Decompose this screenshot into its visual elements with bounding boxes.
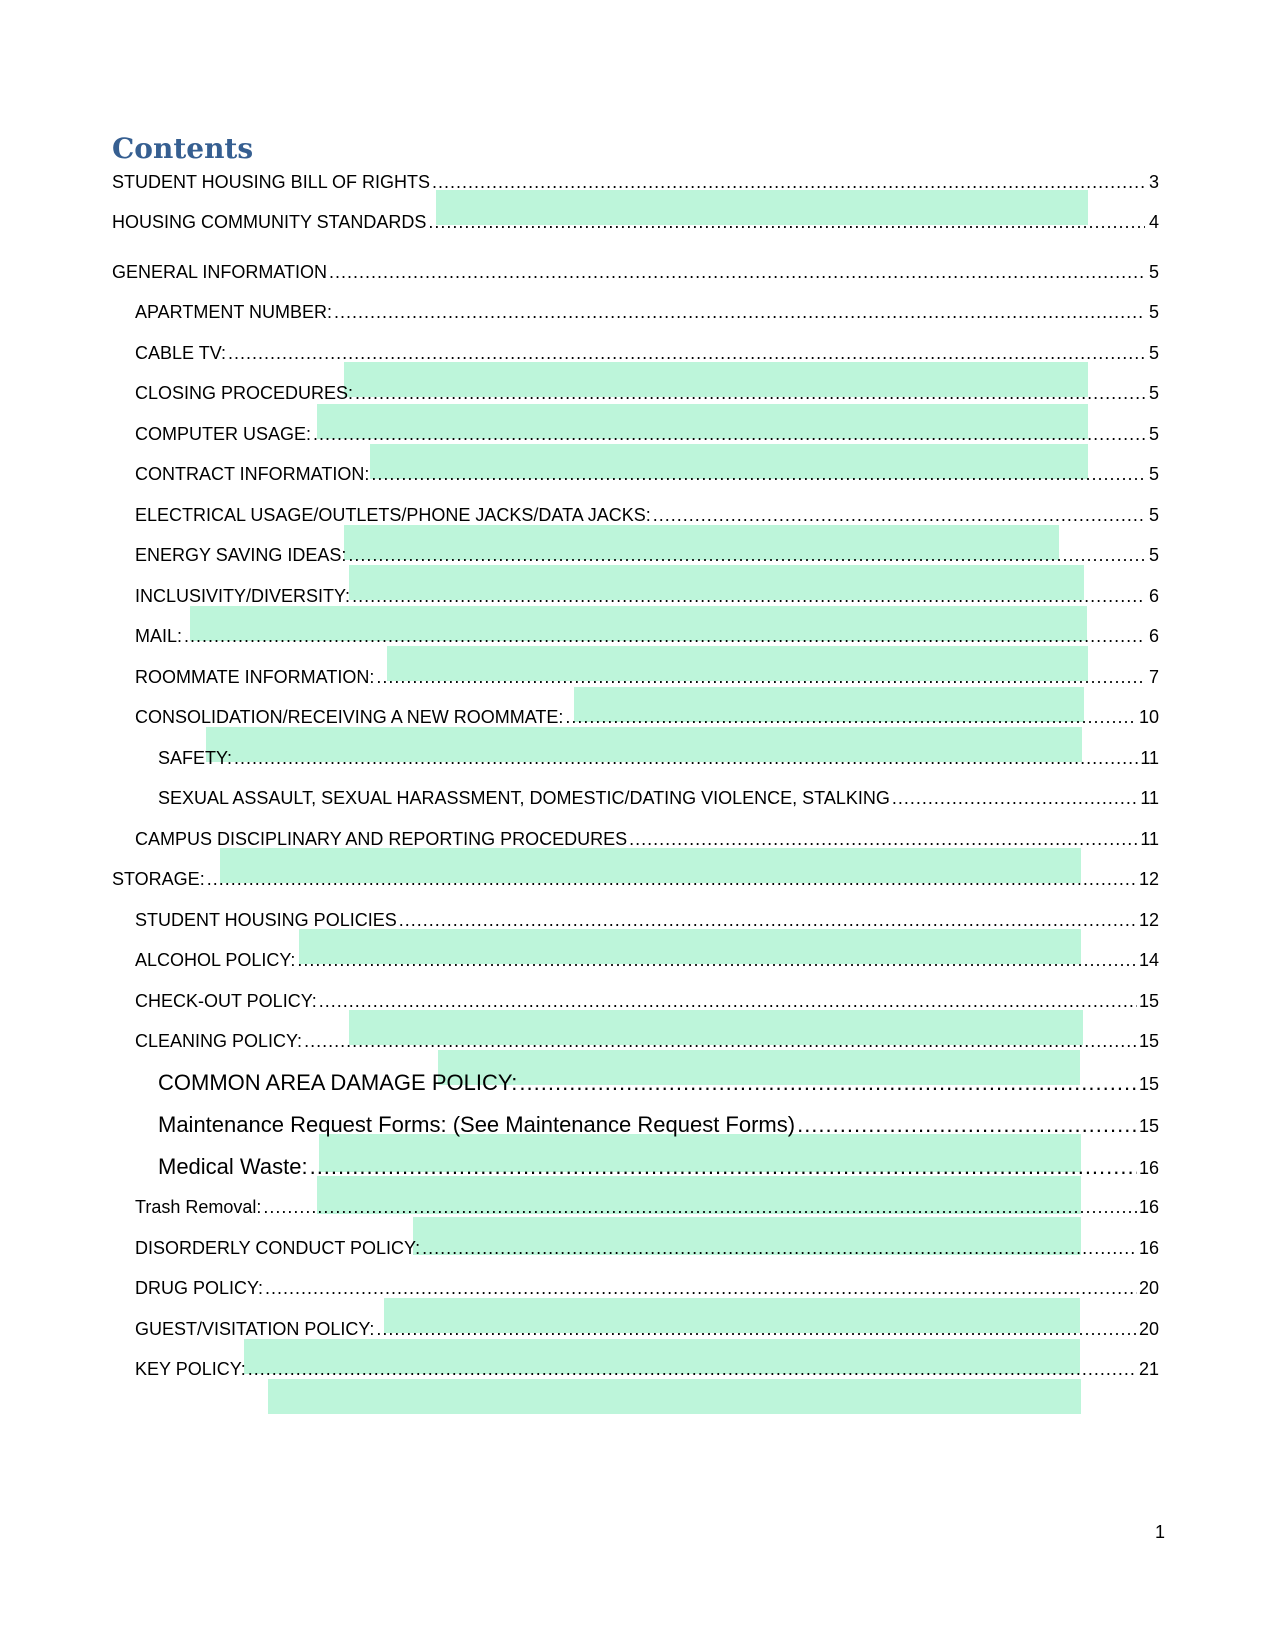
toc-entry-page: 16	[1138, 1238, 1159, 1258]
toc-entry-page: 20	[1138, 1319, 1159, 1339]
dot-leader	[797, 1112, 1137, 1138]
toc-entry-label: COMPUTER USAGE:	[135, 424, 312, 444]
toc-entry-page: 15	[1138, 991, 1159, 1011]
dot-leader	[653, 505, 1145, 526]
toc-entry-label: ALCOHOL POLICY:	[135, 950, 296, 970]
toc-entry[interactable]	[112, 464, 1159, 485]
toc-entry-page: 15	[1138, 1116, 1159, 1136]
dot-leader	[432, 172, 1145, 193]
dot-leader	[207, 869, 1137, 890]
toc-entry-label: GENERAL INFORMATION	[112, 262, 328, 282]
dot-leader	[329, 262, 1145, 283]
toc-entry-label: Trash Removal:	[135, 1197, 262, 1217]
toc-entry-page: 11	[1140, 748, 1159, 768]
toc-entry-label: CHECK-OUT POLICY:	[135, 991, 317, 1011]
toc-entry-page: 11	[1140, 788, 1159, 808]
dot-leader	[297, 950, 1137, 971]
toc-entry-label: CLOSING PROCEDURES:	[135, 383, 354, 403]
toc-entry-label: ROOMMATE INFORMATION:	[135, 667, 375, 687]
dot-leader	[265, 1278, 1137, 1299]
dot-leader	[399, 910, 1137, 931]
toc-entry-page: 3	[1148, 172, 1159, 192]
toc-entry[interactable]	[112, 829, 1159, 850]
toc-entry-page: 7	[1148, 667, 1159, 687]
dot-leader	[892, 788, 1138, 809]
toc-entry-page: 20	[1138, 1278, 1159, 1298]
toc-entry-label: SEXUAL ASSAULT, SEXUAL HARASSMENT, DOMESTIC/DATING VIOLENCE, STALKING	[158, 788, 890, 808]
toc-entry-label: INCLUSIVITY/DIVERSITY:	[135, 586, 351, 606]
toc-entry[interactable]	[112, 1112, 1159, 1138]
toc-entry[interactable]	[112, 343, 1159, 364]
toc-entry-page: 12	[1138, 869, 1159, 889]
dot-leader	[234, 748, 1138, 769]
dot-leader	[422, 1238, 1137, 1259]
toc-entry-page: 21	[1138, 1359, 1159, 1379]
toc-entry-label: GUEST/VISITATION POLICY:	[135, 1319, 375, 1339]
toc-entry-page: 10	[1138, 707, 1159, 727]
toc-entry-label: SAFETY:	[158, 748, 233, 768]
toc-entry-label: Medical Waste:	[158, 1154, 308, 1179]
toc-entry-label: CONTRACT INFORMATION:	[135, 464, 370, 484]
toc-entry-label: DISORDERLY CONDUCT POLICY:	[135, 1238, 421, 1258]
toc-entry-label: CLEANING POLICY:	[135, 1031, 303, 1051]
toc-entry-label: APARTMENT NUMBER:	[135, 302, 333, 322]
dot-leader	[376, 667, 1145, 688]
toc-entry-label: HOUSING COMMUNITY STANDARDS	[112, 212, 427, 232]
toc-entry[interactable]	[112, 1031, 1159, 1052]
toc-entry[interactable]	[112, 1197, 1159, 1218]
page-number: 1	[1154, 1522, 1165, 1542]
toc-entry-label: STUDENT HOUSING POLICIES	[135, 910, 397, 930]
toc-entry-page: 11	[1140, 829, 1159, 849]
toc-entry[interactable]	[112, 424, 1159, 445]
dot-leader	[371, 464, 1145, 485]
toc-entry-label: CABLE TV:	[135, 343, 227, 363]
toc-entry-page: 5	[1148, 505, 1159, 525]
toc-entry[interactable]	[112, 262, 1159, 283]
toc-entry-label: ENERGY SAVING IDEAS:	[135, 545, 347, 565]
toc-entry-page: 15	[1138, 1031, 1159, 1051]
highlight-box	[268, 1379, 1081, 1414]
page-title: Contents	[112, 132, 254, 165]
toc-entry-label: CAMPUS DISCIPLINARY AND REPORTING PROCEDURES	[135, 829, 628, 849]
dot-leader	[319, 991, 1137, 1012]
toc-entry-page: 5	[1148, 302, 1159, 322]
toc-entry[interactable]	[112, 1278, 1159, 1299]
dot-leader	[565, 707, 1137, 728]
toc-entry-page: 5	[1148, 545, 1159, 565]
toc-entry-label: STORAGE:	[112, 869, 205, 889]
toc-entry-label: Maintenance Request Forms: (See Maintenance Request Forms)	[158, 1112, 796, 1137]
toc-entry-page: 5	[1148, 424, 1159, 444]
dot-leader	[304, 1031, 1137, 1052]
toc-entry[interactable]	[112, 950, 1159, 971]
toc-entry-page: 15	[1138, 1074, 1159, 1094]
dot-leader	[352, 586, 1145, 607]
dot-leader	[313, 424, 1145, 445]
toc-entry-page: 6	[1148, 586, 1159, 606]
dot-leader	[334, 302, 1145, 323]
dot-leader	[248, 1359, 1137, 1380]
toc-entry-label: MAIL:	[135, 626, 183, 646]
toc-entry[interactable]	[112, 383, 1159, 404]
toc-entry[interactable]	[112, 1070, 1159, 1096]
toc-entry[interactable]	[112, 212, 1159, 233]
toc-entry-label: DRUG POLICY:	[135, 1278, 264, 1298]
toc-entry-label: COMMON AREA DAMAGE POLICY:	[158, 1070, 518, 1095]
toc-entry[interactable]	[112, 545, 1159, 566]
toc-entry[interactable]	[112, 1319, 1159, 1340]
dot-leader	[519, 1070, 1137, 1096]
toc-entry[interactable]	[112, 869, 1159, 890]
dot-leader	[228, 343, 1145, 364]
toc-entry-page: 4	[1148, 212, 1159, 232]
toc-entry[interactable]	[112, 626, 1159, 647]
toc-entry-page: 5	[1148, 262, 1159, 282]
toc-entry[interactable]	[112, 1154, 1159, 1180]
toc-entry-page: 5	[1148, 383, 1159, 403]
toc-entry-page: 14	[1138, 950, 1159, 970]
dot-leader	[629, 829, 1138, 850]
toc-entry[interactable]	[112, 172, 1159, 193]
toc-entry-page: 16	[1138, 1158, 1159, 1178]
toc-entry[interactable]	[112, 788, 1159, 809]
toc-entry[interactable]	[112, 586, 1159, 607]
toc-entry-page: 6	[1148, 626, 1159, 646]
toc-entry[interactable]	[112, 667, 1159, 688]
toc-entry-label: KEY POLICY:	[135, 1359, 246, 1379]
toc-entry[interactable]	[112, 1238, 1159, 1259]
dot-leader	[355, 383, 1145, 404]
toc-entry[interactable]	[112, 748, 1159, 769]
dot-leader	[263, 1197, 1137, 1218]
toc-entry[interactable]	[112, 991, 1159, 1012]
toc-entry-label: CONSOLIDATION/RECEIVING A NEW ROOMMATE:	[135, 707, 564, 727]
toc-entry-page: 5	[1148, 464, 1159, 484]
toc-entry[interactable]	[112, 707, 1159, 728]
dot-leader	[428, 212, 1145, 233]
toc-entry-page: 5	[1148, 343, 1159, 363]
toc-entry[interactable]	[112, 910, 1159, 931]
toc-entry[interactable]	[112, 302, 1159, 323]
dot-leader	[310, 1154, 1137, 1180]
dot-leader	[184, 626, 1145, 647]
toc-entry-label: STUDENT HOUSING BILL OF RIGHTS	[112, 172, 431, 192]
toc-entry[interactable]	[112, 1359, 1159, 1380]
dot-leader	[376, 1319, 1137, 1340]
toc-entry-page: 12	[1138, 910, 1159, 930]
toc-entry[interactable]	[112, 505, 1159, 526]
toc-entry-label: ELECTRICAL USAGE/OUTLETS/PHONE JACKS/DATA JACKS:	[135, 505, 651, 525]
toc-entry-page: 16	[1138, 1197, 1159, 1217]
dot-leader	[348, 545, 1145, 566]
